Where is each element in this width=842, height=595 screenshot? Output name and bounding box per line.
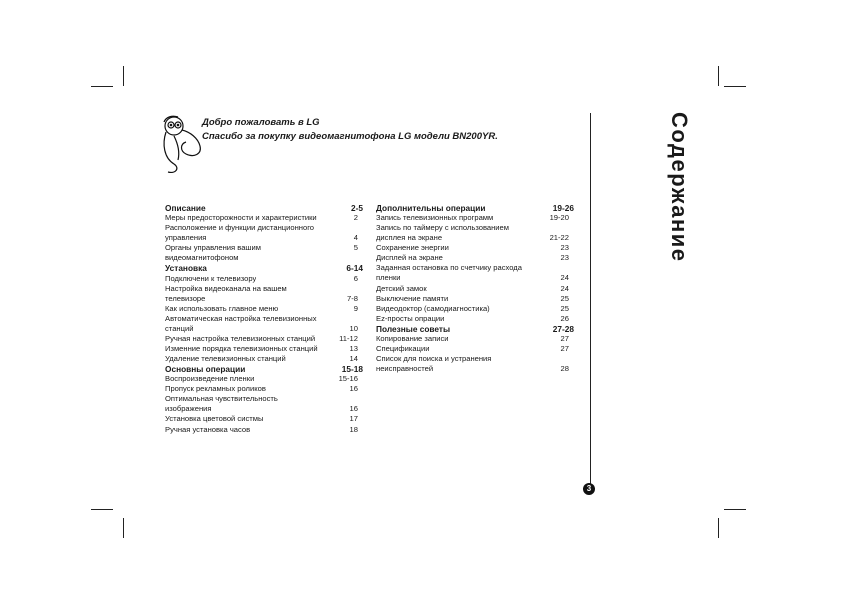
crop-mark: [718, 518, 719, 538]
toc-entry: [376, 253, 574, 263]
toc-entry-page: 28: [560, 364, 569, 374]
toc-entry: [376, 334, 574, 344]
toc-entry-page: 18: [349, 424, 358, 434]
toc-entry: [165, 425, 363, 435]
toc-entry-title: Заданная остановка по счетчику расхода: [376, 263, 522, 273]
toc-entry: [376, 294, 574, 304]
toc-entry: [376, 364, 574, 374]
toc-entry: [165, 294, 363, 304]
toc-entry-title: дисплея на экране: [376, 233, 443, 243]
toc-entry-page: 23: [560, 253, 569, 263]
toc-entry: [165, 314, 363, 324]
crop-mark: [123, 66, 124, 86]
toc-entry-page: 7-8: [347, 293, 358, 303]
page-title: Содержание: [667, 112, 692, 263]
toc-entry: [165, 354, 363, 364]
page-number-badge: 3: [583, 483, 595, 495]
toc-entry: [376, 273, 574, 283]
toc-entry: [165, 414, 363, 424]
toc-entry-title: Как использовать главное меню: [165, 303, 279, 313]
toc-entry-title: Расположение и функции дистанционного: [165, 223, 315, 233]
toc-entry-page: 4: [353, 233, 358, 243]
toc-entry-page: 13: [349, 343, 358, 353]
toc-entry-page: 15-16: [338, 374, 358, 384]
toc-entry-title: Органы управления вашим: [165, 243, 261, 253]
toc-entry: [165, 384, 363, 394]
toc-entry-title: неисправностей: [376, 364, 434, 374]
toc-left-column: [165, 203, 363, 435]
toc-entry-page: 16: [349, 404, 358, 414]
toc-entry-title: телевизоре: [165, 293, 206, 303]
toc-entry-title: станций: [165, 323, 194, 333]
toc-entry-title: Запись по таймеру с использованием: [376, 223, 509, 233]
toc-entry-title: Воспроизведение пленки: [165, 374, 255, 384]
toc-entry-page: [543, 223, 574, 233]
toc-entry-page: [332, 314, 363, 324]
toc-entry-page: 5: [353, 243, 358, 253]
crop-mark: [91, 86, 113, 87]
toc-entry: [165, 304, 363, 314]
toc-entry-title: Полезные советы: [376, 323, 451, 334]
toc-entry-page: 27-28: [552, 323, 574, 334]
toc-entry-title: пленки: [376, 273, 401, 283]
toc-entry: [165, 344, 363, 354]
toc-entry-title: Дисплей на экране: [376, 253, 443, 263]
crop-mark: [91, 509, 113, 510]
toc-entry-title: Выключение памяти: [376, 293, 449, 303]
toc-entry-title: Изменние порядка телевизионных станций: [165, 343, 318, 353]
toc-entry-title: управления: [165, 233, 207, 243]
welcome-line-1: Добро пожаловать в LG: [202, 117, 320, 128]
toc-entry-page: 6: [353, 273, 358, 283]
toc-entry-title: Основны операции: [165, 364, 246, 375]
toc-entry-page: 24: [560, 283, 569, 293]
toc-entry-title: Детский замок: [376, 283, 427, 293]
toc-section-heading: [376, 203, 574, 213]
toc-entry-title: Ez-просты опрации: [376, 313, 445, 323]
welcome-line-2: Спасибо за покупку видеомагнитофона LG модели BN200YR.: [202, 130, 498, 142]
toc-entry-title: Меры предосторожности и характеристики: [165, 213, 317, 223]
toc-entry: [165, 243, 363, 253]
toc-entry-page: 14: [349, 354, 358, 364]
toc-section-heading: [165, 364, 363, 374]
toc-entry: [165, 253, 363, 263]
toc-entry-page: 21-22: [549, 233, 569, 243]
toc-entry-title: Дополнительны операции: [376, 203, 486, 213]
toc-entry-page: [332, 223, 363, 233]
toc-entry-title: Запись телевизионных программ: [376, 213, 494, 223]
toc-entry-title: Ручная настройка телевизионных станций: [165, 333, 316, 343]
toc-entry-page: 27: [560, 343, 569, 353]
toc-entry-title: Подключени к телевизору: [165, 273, 257, 283]
toc-entry-page: [332, 284, 363, 294]
toc-section-heading: [165, 263, 363, 273]
toc-entry-page: 24: [560, 273, 569, 283]
toc-entry-title: Настройка видеоканала на вашем: [165, 283, 287, 293]
toc-entry-page: 25: [560, 303, 569, 313]
toc-entry-title: Оптимальная чувствительность: [165, 394, 278, 404]
toc-entry-title: Установка цветовой систмы: [165, 414, 264, 424]
toc-entry-page: [332, 394, 363, 404]
crop-mark: [724, 86, 746, 87]
toc-entry-page: 10: [349, 323, 358, 333]
crop-mark: [718, 66, 719, 86]
toc-entry: [165, 334, 363, 344]
toc-entry-title: видеомагнитофоном: [165, 253, 239, 263]
toc-entry: [376, 344, 574, 354]
toc-entry-page: 11-12: [339, 333, 358, 343]
vertical-divider: [590, 113, 591, 493]
toc-entry-title: Удаление телевизионных станций: [165, 354, 286, 364]
toc-entry-page: 15-18: [341, 364, 363, 375]
toc-entry-page: 2: [353, 213, 358, 223]
toc-entry-page: 19-20: [549, 213, 569, 223]
toc-entry: [376, 284, 574, 294]
toc-entry-page: 6-14: [346, 263, 363, 274]
toc-entry-title: изображения: [165, 404, 212, 414]
toc-entry-title: Ручная установка часов: [165, 424, 251, 434]
toc-entry: [165, 223, 363, 233]
toc-entry: [165, 233, 363, 243]
toc-entry-page: 2-5: [351, 203, 363, 213]
toc-entry-page: 17: [349, 414, 358, 424]
toc-entry: [165, 394, 363, 404]
toc-entry: [165, 213, 363, 223]
toc-entry-page: 16: [349, 384, 358, 394]
toc-entry-page: [332, 253, 363, 263]
toc-entry: [165, 404, 363, 414]
toc-entry: [376, 213, 574, 223]
toc-entry-page: 9: [353, 303, 358, 313]
toc-entry-title: Сохранение энергии: [376, 243, 449, 253]
toc-entry-title: Установка: [165, 263, 207, 274]
toc-entry-page: 27: [560, 333, 569, 343]
toc-entry: [165, 324, 363, 334]
toc-entry-title: Спецификации: [376, 343, 430, 353]
welcome-message: [202, 116, 498, 143]
toc-entry-title: Автоматическая настройка телевизионных: [165, 313, 317, 323]
crop-mark: [123, 518, 124, 538]
toc-entry: [165, 284, 363, 294]
toc-entry-page: 19-26: [552, 203, 574, 213]
crop-mark: [724, 509, 746, 510]
toc-entry: [376, 314, 574, 324]
toc-entry-page: [543, 263, 574, 273]
toc-entry: [165, 374, 363, 384]
toc-entry: [376, 304, 574, 314]
mascot-icon: [160, 114, 206, 176]
toc-entry-title: Пропуск рекламных роликов: [165, 384, 266, 394]
toc-right-column: [376, 203, 574, 374]
toc-entry-page: 23: [560, 243, 569, 253]
toc-entry: [376, 233, 574, 243]
toc-entry: [376, 354, 574, 364]
toc-section-heading: [376, 324, 574, 334]
toc-entry-page: 25: [560, 293, 569, 303]
toc-entry: [376, 263, 574, 273]
toc-entry-page: [543, 354, 574, 364]
toc-entry-title: Видеодоктор (самодиагностика): [376, 303, 490, 313]
toc-entry-title: Описание: [165, 203, 206, 213]
toc-entry-title: Копирование записи: [376, 333, 449, 343]
title-container: [667, 112, 734, 272]
toc-entry-title: Список для поиска и устранения: [376, 354, 492, 364]
toc-section-heading: [165, 203, 363, 213]
toc-entry: [165, 274, 363, 284]
toc-entry: [376, 223, 574, 233]
toc-entry-page: 26: [560, 313, 569, 323]
toc-entry: [376, 243, 574, 253]
